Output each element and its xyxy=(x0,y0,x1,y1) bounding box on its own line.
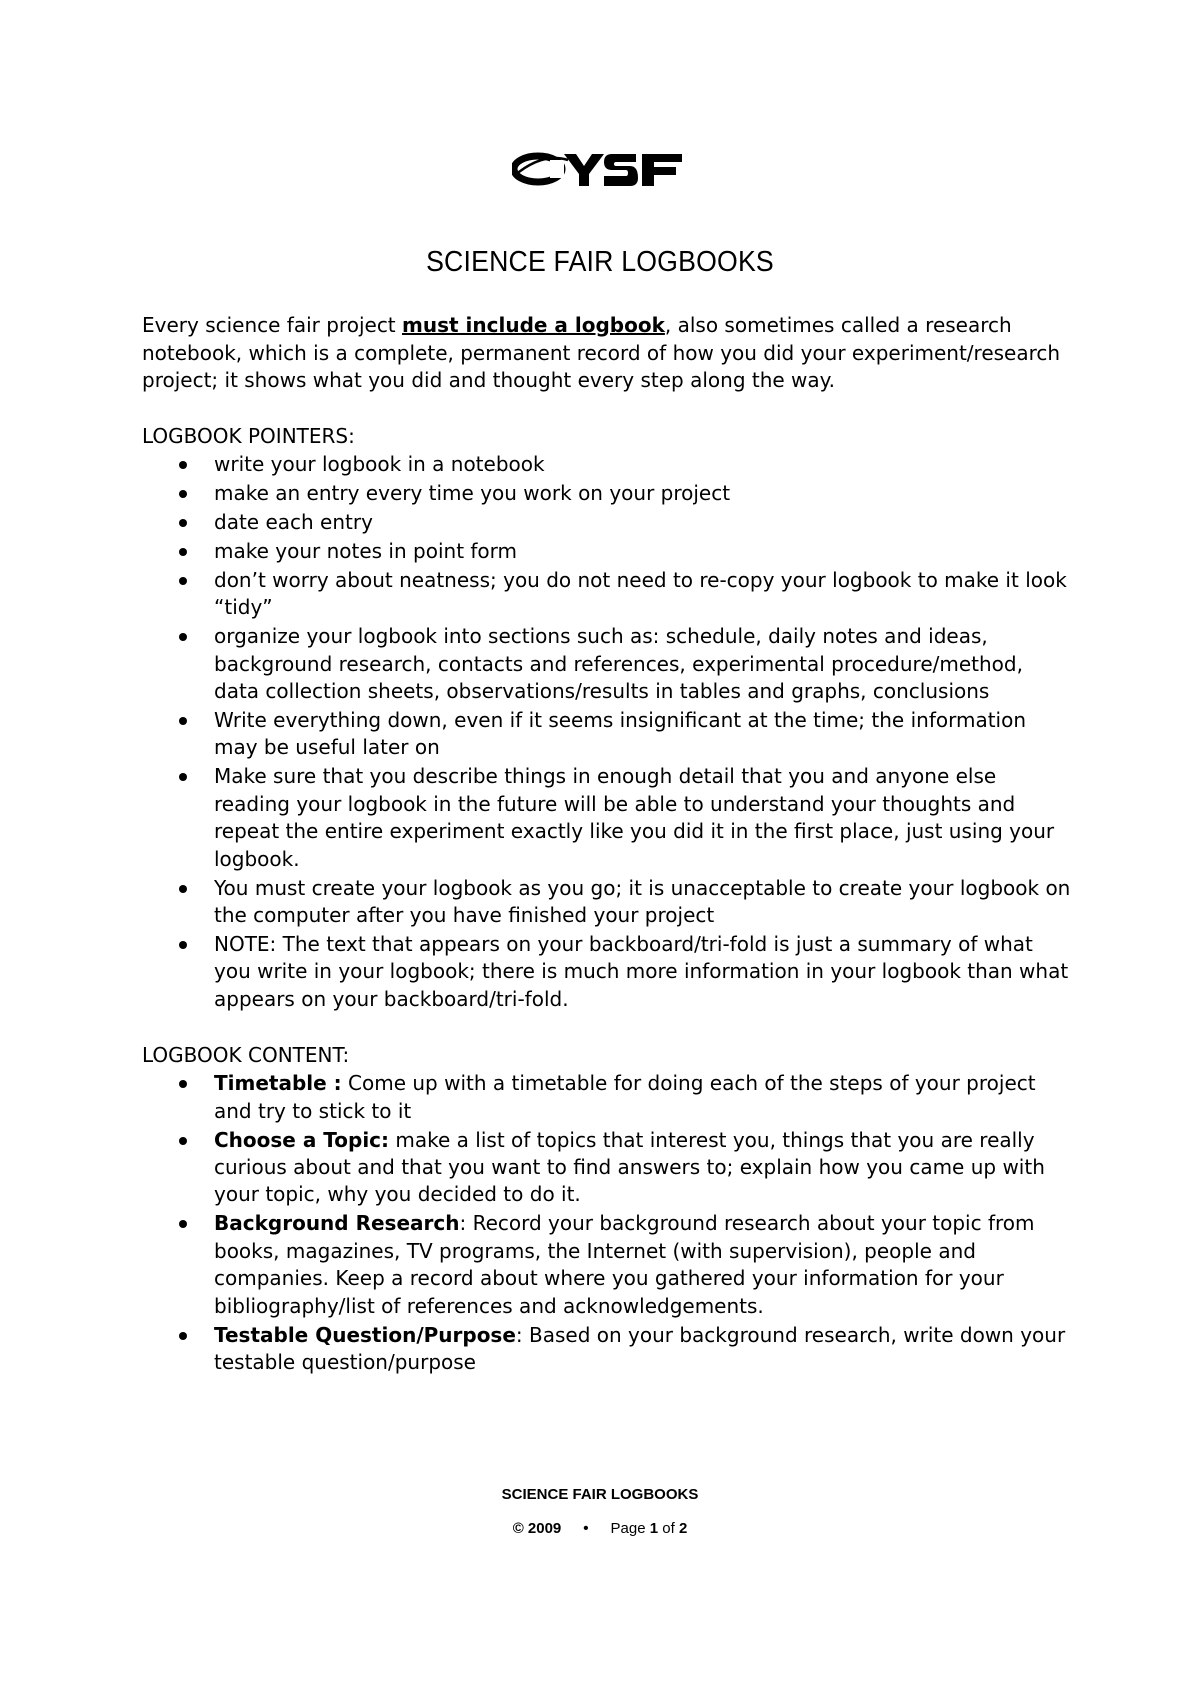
list-item: make an entry every time you work on your project xyxy=(142,480,1072,507)
list-item: Make sure that you describe things in enough detail that you and anyone else reading your logbook in the future will be able to understand your thoughts and repeat the entire experiment exactly like you did it in the first place, just using your logbook. xyxy=(142,763,1072,873)
footer-page-of: of xyxy=(662,1520,675,1537)
page-title: SCIENCE FAIR LOGBOOKS xyxy=(426,246,774,278)
bullet-icon xyxy=(179,885,187,893)
intro-paragraph xyxy=(142,312,1072,395)
content-list xyxy=(142,1070,1072,1376)
footer-copyright: © 2009 xyxy=(512,1520,562,1537)
intro-emphasis: must include a logbook xyxy=(402,313,665,337)
list-item: make your notes in point form xyxy=(142,538,1072,565)
bullet-icon xyxy=(179,490,187,498)
list-item: organize your logbook into sections such as: schedule, daily notes and ideas, background research, contacts and references, experimental procedure/method, data collection sheets, observations/results in tables and graphs, conclusions xyxy=(142,623,1072,705)
bullet-icon xyxy=(179,1080,187,1088)
bullet-icon xyxy=(179,548,187,556)
content-term: Background Research xyxy=(214,1211,460,1236)
bullet-icon xyxy=(179,1137,187,1145)
bullet-icon xyxy=(179,577,187,585)
bullet-icon xyxy=(179,461,187,469)
content-term: Choose a Topic: xyxy=(214,1127,390,1152)
list-item: Choose a Topic: make a list of topics that interest you, things that you are really curious about and that you want to find answers to; explain how you came up with your topic, why you decided to do it. xyxy=(142,1127,1072,1209)
footer-title: SCIENCE FAIR LOGBOOKS xyxy=(501,1486,699,1503)
footer-separator: • xyxy=(583,1520,589,1537)
bullet-icon xyxy=(179,717,187,725)
pointers-list xyxy=(142,451,1072,1013)
bullet-icon xyxy=(179,1332,187,1340)
list-item: NOTE: The text that appears on your backboard/tri-fold is just a summary of what you write in your logbook; there is much more information in your logbook than what appears on your backboard/tri-fold. xyxy=(142,931,1072,1013)
intro-text-after: , also sometimes called a research notebook, which is a complete, permanent record of how you did your experiment/research project; it shows what you did and thought every step along the way. xyxy=(142,313,1061,393)
footer-page-info xyxy=(0,1520,1200,1537)
bullet-icon xyxy=(179,773,187,781)
list-item: Background Research: Record your background research about your topic from books, magazines, TV programs, the Internet (with supervision), people and companies. Keep a record about where you gathered your information for your bibliography/list of references and acknowledgements. xyxy=(142,1210,1072,1320)
bullet-icon xyxy=(179,633,187,641)
list-item: Timetable : Come up with a timetable for doing each of the steps of your project and try to stick to it xyxy=(142,1070,1072,1125)
list-item: Testable Question/Purpose: Based on your background research, write down your testable question/purpose xyxy=(142,1322,1072,1377)
pointers-heading: LOGBOOK POINTERS: xyxy=(142,423,355,448)
intro-text-before: Every science fair project xyxy=(142,313,403,337)
footer-page-current: 1 xyxy=(649,1520,659,1537)
document-body xyxy=(142,312,1072,1404)
list-item: write your logbook in a notebook xyxy=(142,451,1072,478)
footer-page-total: 2 xyxy=(678,1520,688,1537)
list-item: You must create your logbook as you go; it is unacceptable to create your logbook on the computer after you have finished your project xyxy=(142,875,1072,930)
bullet-icon xyxy=(179,1220,187,1228)
bullet-icon xyxy=(179,941,187,949)
content-term: Testable Question/Purpose xyxy=(214,1322,516,1347)
list-item: don’t worry about neatness; you do not need to re-copy your logbook to make it look “tidy” xyxy=(142,567,1072,622)
footer-page-label: Page xyxy=(610,1520,646,1537)
list-item: Write everything down, even if it seems insignificant at the time; the information may be useful later on xyxy=(142,707,1072,762)
cysf-logo-icon xyxy=(512,146,692,192)
content-term: Timetable : xyxy=(214,1071,342,1096)
content-heading: LOGBOOK CONTENT: xyxy=(142,1043,350,1068)
list-item: date each entry xyxy=(142,509,1072,536)
bullet-icon xyxy=(179,519,187,527)
